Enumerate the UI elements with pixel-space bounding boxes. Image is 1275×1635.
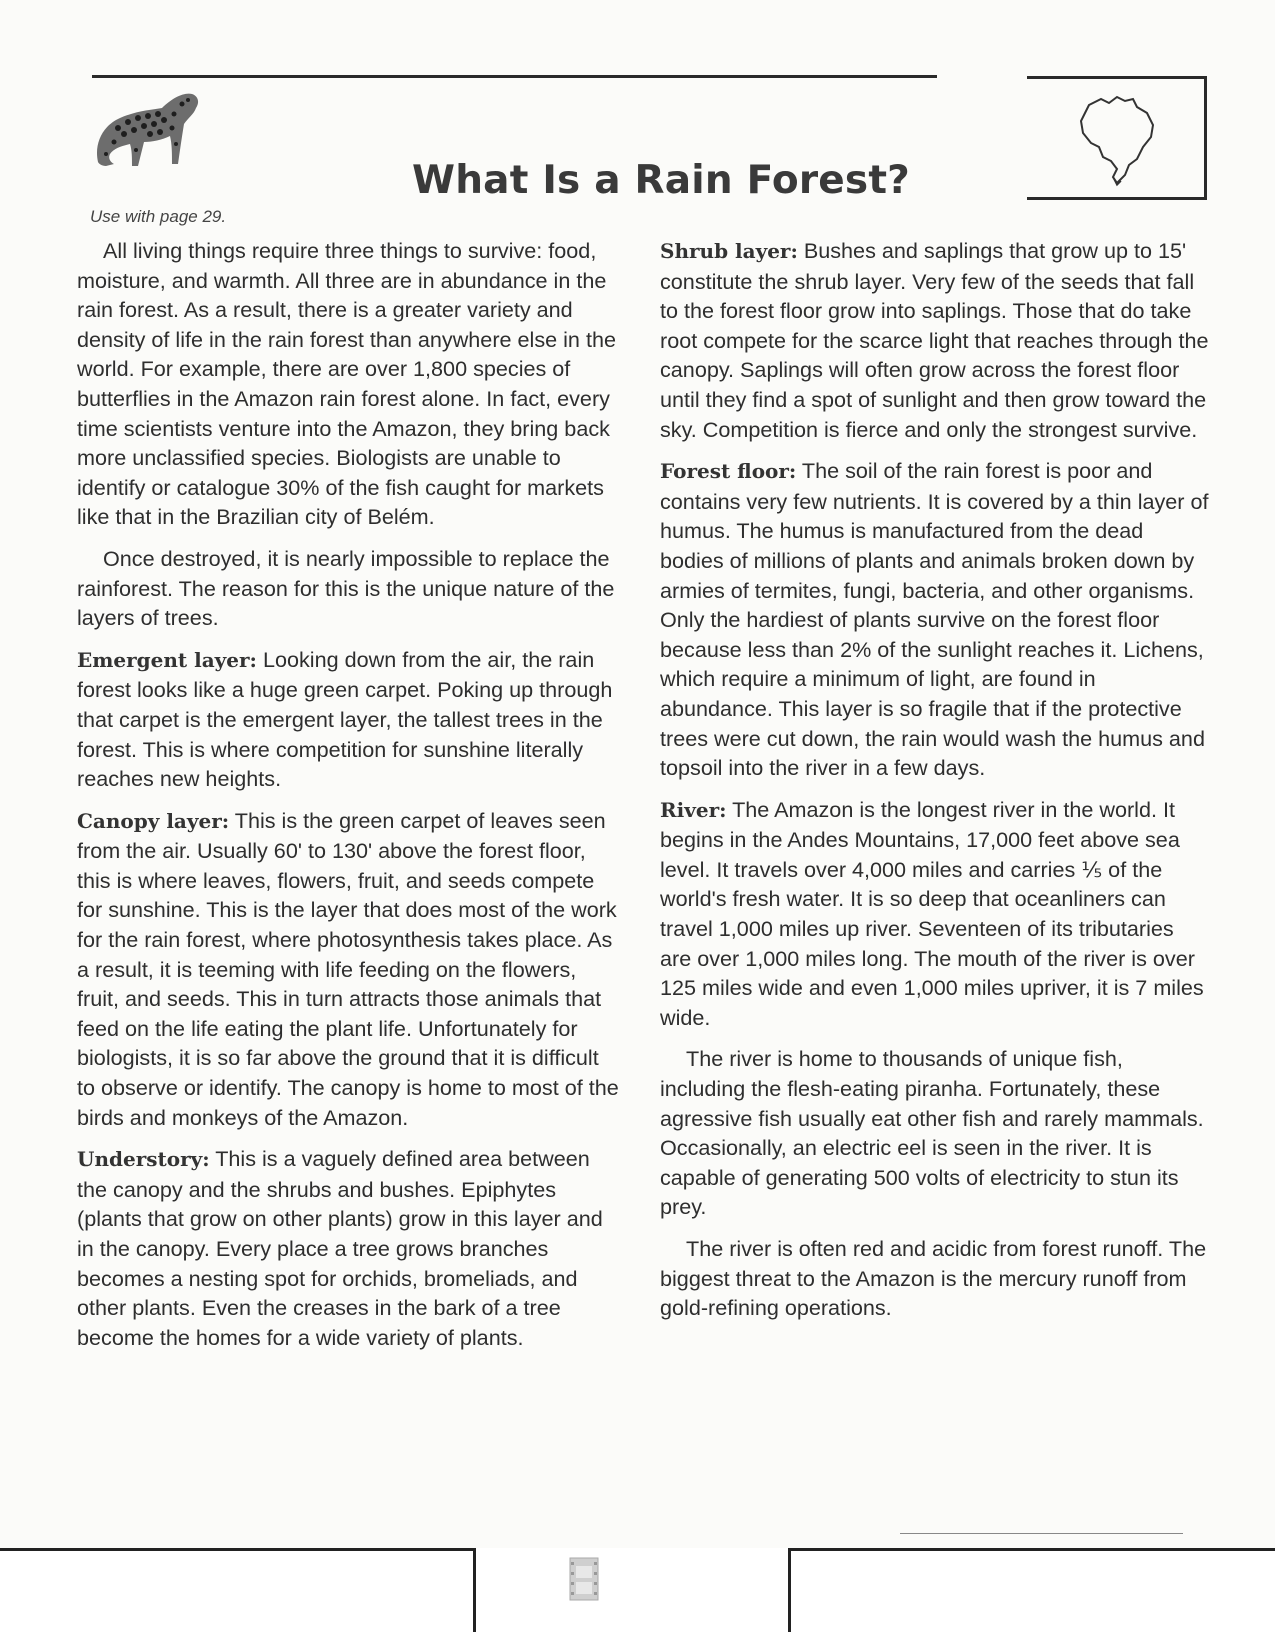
paragraph-text: The soil of the rain forest is poor and contains very few nutrients. It is covered by a thin layer of humus. The humus is manufactured from the dead bodies of millions of plants and animals broken down by armies of termites, fungi, bacteria, and other organisms. Only the hardiest of plants survive on the forest floor because less than 2% of the sunlight reaches it. Lichens, which require a minimum of light, are found in abundance. This layer is so fragile that if the protective trees were cut down, the rain would wash the humus and topsoil into the river in a few days. <box>660 458 1209 781</box>
footer-box <box>473 1548 791 1632</box>
emergent-layer-paragraph <box>77 645 622 794</box>
top-rule <box>92 75 937 78</box>
film-icon <box>566 1554 602 1604</box>
paragraph-text: This is a vaguely defined area between the canopy and the shrubs and bushes. Epiphytes (plants that grow on other plants) grow in this layer and in the canopy. Every place a tree grows branches becomes a nesting spot for orchids, bromeliads, and other plants. Even the creases in the bark of a tree become the homes for a wide variety of plants. <box>77 1146 603 1350</box>
right-column <box>660 236 1210 1335</box>
shrub-layer-paragraph <box>660 236 1210 444</box>
use-with-note: Use with page 29. <box>90 207 227 226</box>
canopy-layer-paragraph <box>77 806 622 1133</box>
forest-floor-term: Forest floor: <box>660 459 797 484</box>
left-column <box>77 236 622 1364</box>
paragraph-text: The Amazon is the longest river in the world. It begins in the Andes Mountains, 17,000 feet above sea level. It travels over 4,000 miles and carries ⅕ of the world's fresh water. It is so deep that oceanliners can travel 1,000 miles up river. Seventeen of its tributaries are over 1,000 miles long. The mouth of the river is over 125 miles wide and even 1,000 miles upriver, it is 7 miles wide. <box>660 796 1204 1030</box>
river-fish-paragraph <box>660 1044 1210 1222</box>
canopy-layer-term: Canopy layer: <box>77 808 230 833</box>
understory-paragraph <box>77 1144 622 1352</box>
page-title: What Is a Rain Forest? <box>412 158 910 203</box>
understory-term: Understory: <box>77 1147 210 1172</box>
paragraph-text: Looking down from the air, the rain forest looks like a huge green carpet. Poking up through that carpet is the emergent layer, the tallest trees in the forest. This is where competition for sunshine literally reaches new heights. <box>77 646 613 792</box>
brazil-map-icon <box>1077 91 1157 191</box>
river-paragraph <box>660 795 1210 1033</box>
river-term: River: <box>660 797 727 822</box>
paragraph-text: Bushes and saplings that grow up to 15' constitute the shrub layer. Very few of the seeds that fall to the forest floor grow into saplings. Those that do take root compete for the scarce light that reaches through the canopy. Saplings will often grow across the forest floor until they find a spot of sunlight and then grow toward the sky. Competition is fierce and only the strongest survive. <box>660 238 1209 442</box>
intro-paragraph <box>77 236 622 532</box>
paragraph-text: All living things require three things to survive: food, moisture, and warmth. All three are in abundance in the rain forest. As a result, there is a greater variety and density of life in the rain forest than anywhere else in the world. For example, there are over 1,800 species of butterflies in the Amazon rain forest alone. In fact, every time scientists venture into the Amazon, they bring back more unclassified species. Biologists are unable to identify or catalogue 30% of the fish caught for markets like that in the Brazilian city of Belém. <box>77 238 616 530</box>
river-threat-paragraph <box>660 1234 1210 1323</box>
forest-floor-paragraph <box>660 456 1210 783</box>
paragraph-text: Once destroyed, it is nearly impossible to replace the rainforest. The reason for this is the unique nature of the layers of trees. <box>77 545 615 631</box>
paragraph-text: This is the green carpet of leaves seen from the air. Usually 60' to 130' above the forest floor, this is where leaves, flowers, fruit, and seeds compete for sunshine. This is the layer that does most of the work for the rain forest, where photosynthesis takes place. As a result, it is teeming with life feeding on the flowers, fruit, and seeds. This in turn attracts those animals that feed on the life eating the plant life. Unfortunately for biologists, it is so far above the ground that it is difficult to observe or identify. The canopy is home to most of the birds and monkeys of the Amazon. <box>77 807 619 1130</box>
bottom-rule <box>900 1533 1183 1534</box>
paragraph-text: The river is home to thousands of unique fish, including the flesh-eating piranha. Fortunately, these agressive fish usually eat other fish and rarely mammals. Occasionally, an electric eel is seen in the river. It is capable of generating 500 volts of electricity to stun its prey. <box>660 1046 1204 1220</box>
map-box <box>1027 76 1207 200</box>
shrub-layer-term: Shrub layer: <box>660 239 798 263</box>
paragraph-text: The river is often red and acidic from forest runoff. The biggest threat to the Amazon is the mercury runoff from gold-refining operations. <box>660 1236 1207 1321</box>
emergent-layer-term: Emergent layer: <box>77 647 257 672</box>
jaguar-icon <box>88 84 206 174</box>
layers-intro-paragraph <box>77 544 622 633</box>
